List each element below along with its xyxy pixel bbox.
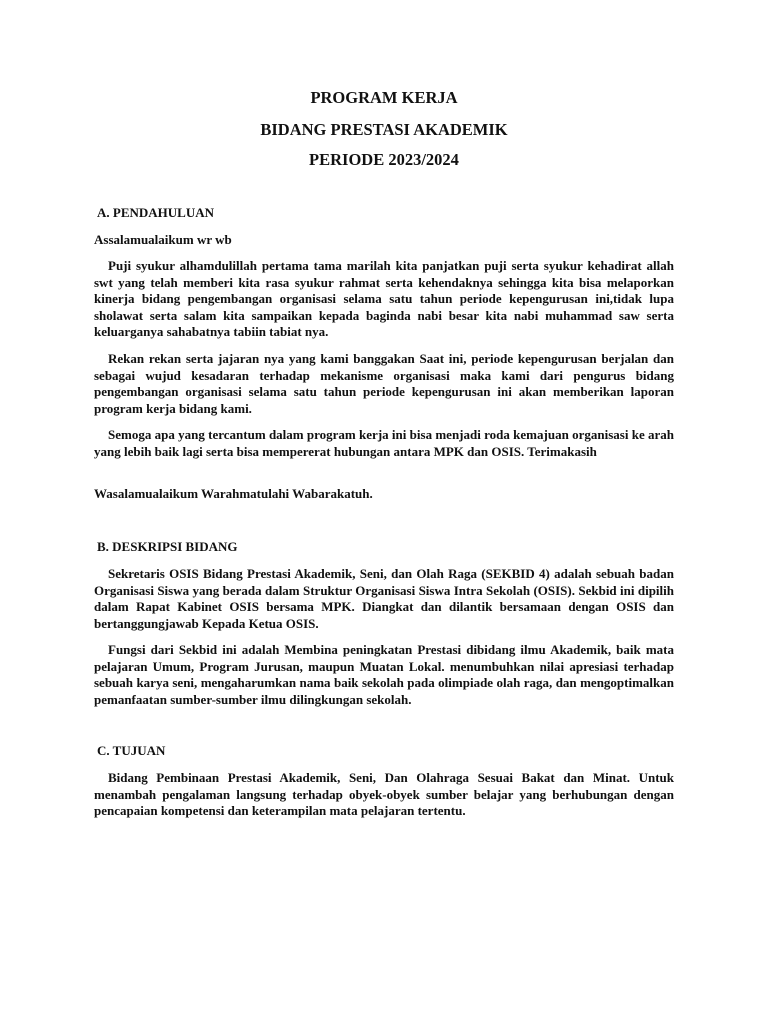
title-line-3: PERIODE 2023/2024 bbox=[309, 150, 459, 169]
section-a-paragraph-1: Puji syukur alhamdulillah pertama tama marilah kita panjatkan puji serta syukur kehadirat allah swt yang telah memberi kita rasa syukur rahmat serta kehendaknya sehingga kita bisa melaporkan kinerja bidang pengembangan organisasi selama satu tahun periode kepengurusan ini,tidak lupa sholawat serta salam kita sampaikan kepada baginda nabi besar kita nabi muhammad saw serta keluarganya sahabatnya tabiin tabiat nya. bbox=[94, 258, 674, 340]
section-a-paragraph-2: Rekan rekan serta jajaran nya yang kami banggakan Saat ini, periode kepengurusan berjalan dan sebagai wujud kesadaran terhadap mekanisme organisasi maka kami dari pengurus bidang pengembangan organisasi selama satu tahun periode kepengurusan ini akan memberikan laporan program kerja bidang kami. bbox=[94, 351, 674, 416]
title-line-1: PROGRAM KERJA bbox=[310, 88, 458, 107]
section-a-heading: A. PENDAHULUAN bbox=[97, 205, 214, 220]
greeting-open: Assalamualaikum wr wb bbox=[94, 232, 232, 247]
section-a-paragraph-3: Semoga apa yang tercantum dalam program kerja ini bisa menjadi roda kemajuan organisasi ke arah yang lebih baik lagi serta bisa mempererat hubungan antara MPK dan OSIS. Terimakasih bbox=[94, 427, 674, 459]
section-c-paragraph-1: Bidang Pembinaan Prestasi Akademik, Seni, Dan Olahraga Sesuai Bakat dan Minat. Untuk menambah pengalaman langsung terhadap obyek-obyek sumber belajar yang berhubungan dengan pencapaian kompetensi dan keterampilan mata pelajaran tertentu. bbox=[94, 770, 674, 819]
greeting-close: Wasalamualaikum Warahmatulahi Wabarakatuh. bbox=[94, 486, 373, 501]
title-line-2: BIDANG PRESTASI AKADEMIK bbox=[260, 120, 508, 139]
section-c-heading: C. TUJUAN bbox=[97, 743, 166, 758]
section-b-paragraph-2: Fungsi dari Sekbid ini adalah Membina peningkatan Prestasi dibidang ilmu Akademik, baik mata pelajaran Umum, Program Jurusan, maupun Muatan Lokal. menumbuhkan nilai apresiasi terhadap sebuah karya seni, mengaharumkan nama baik sekolah pada olimpiade olah raga, dan mengoptimalkan pemanfaatan sumber-sumber ilmu dilingkungan sekolah. bbox=[94, 642, 674, 707]
section-b-heading: B. DESKRIPSI BIDANG bbox=[97, 539, 238, 554]
section-b-paragraph-1: Sekretaris OSIS Bidang Prestasi Akademik, Seni, dan Olah Raga (SEKBID 4) adalah sebuah badan Organisasi Siswa yang berada dalam Struktur Organisasi Siswa Intra Sekolah (OSIS). Sekbid ini dipilih dalam Rapat Kabinet OSIS bersama MPK. Diangkat dan dilantik bersamaan dengan OSIS dan bertanggungjawab Kepada Ketua OSIS. bbox=[94, 566, 674, 631]
